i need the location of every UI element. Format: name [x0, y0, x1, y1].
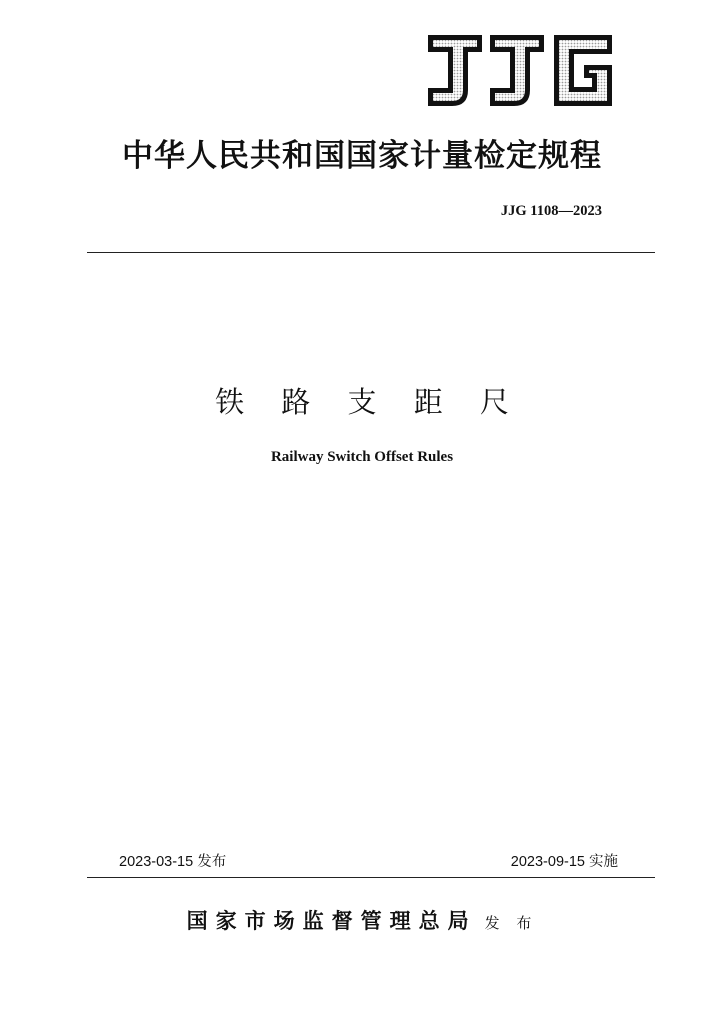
document-title-cn: 铁 路 支 距 尺 [215, 385, 523, 419]
jjg-logo-graphic [420, 30, 620, 112]
document-type-title: 中华人民共和国国家计量检定规程 [122, 138, 602, 174]
bottom-divider [87, 877, 655, 878]
publisher-line [0, 905, 724, 935]
publisher-suffix: 发 布 [484, 914, 538, 932]
top-divider [87, 252, 655, 253]
logo-letter-j-1 [428, 35, 482, 106]
issue-date: 2023-03-15 发布 [119, 854, 227, 870]
publisher-name: 国家市场监督管理总局 [186, 908, 477, 933]
logo-letter-j-2 [490, 35, 544, 106]
document-title-en: Railway Switch Offset Rules [270, 449, 454, 465]
jjg-logo [420, 30, 620, 112]
standard-code: JJG 1108—2023 [500, 203, 602, 219]
logo-letter-g [554, 35, 612, 106]
implementation-date: 2023-09-15 实施 [510, 854, 618, 870]
